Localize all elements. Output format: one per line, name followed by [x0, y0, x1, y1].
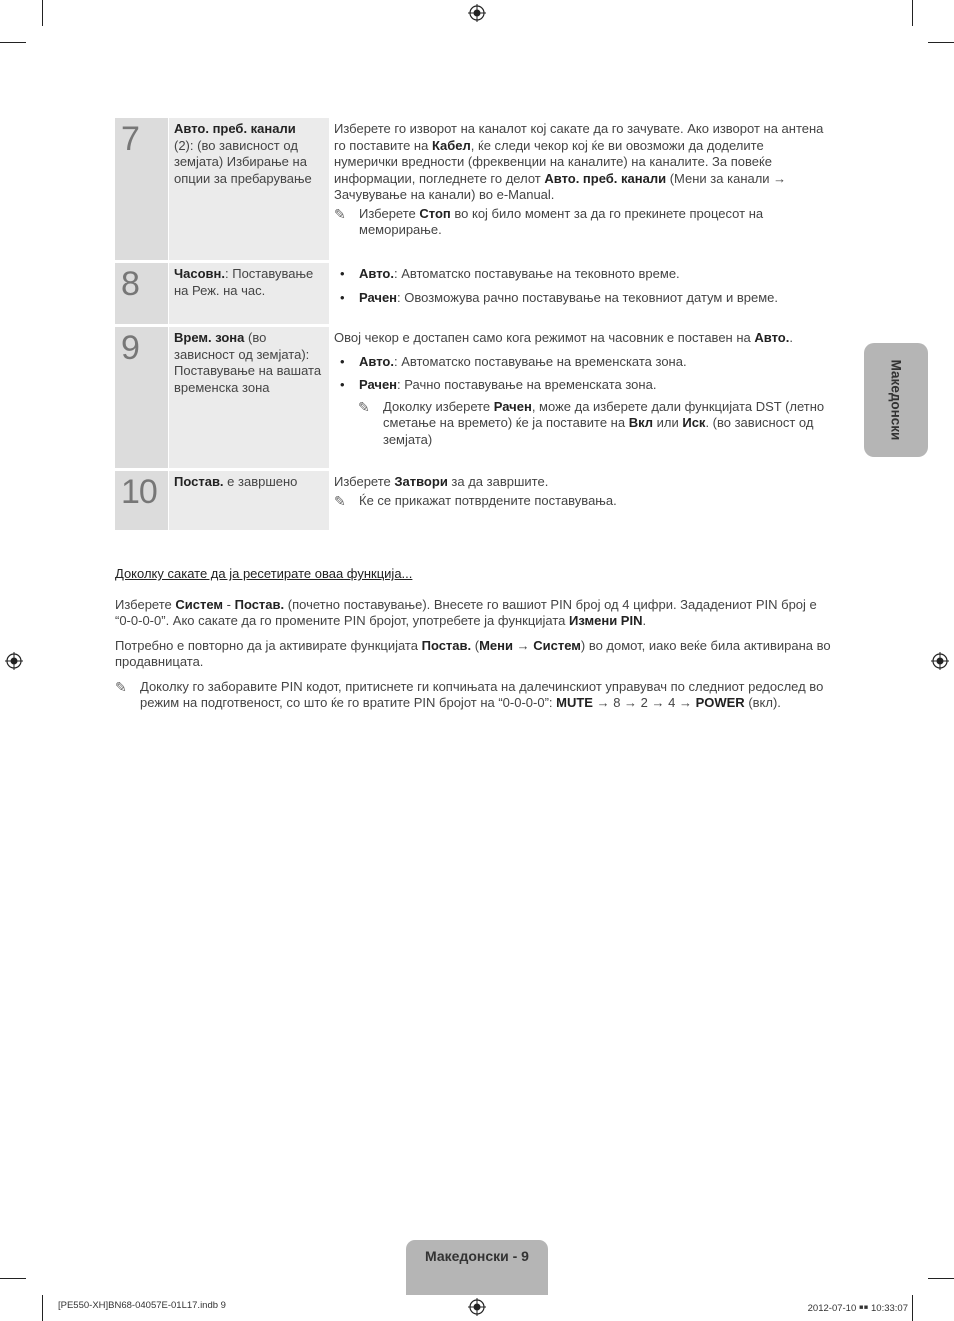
pencil-note-icon: ✎: [334, 205, 346, 222]
registration-mark-icon: [5, 652, 23, 670]
step-name: Авто. преб. канали (2): (во зависност од земјата) Избирање на опции за пребарување: [169, 118, 329, 260]
step-7: [115, 118, 825, 260]
list-item: • Авто.: Автоматско поставување на временската зона.: [334, 354, 825, 371]
step-name: Врем. зона (во зависност од земјата): Поставување на вашата временска зона: [169, 327, 329, 468]
pencil-note-icon: ✎: [115, 678, 127, 695]
step-name: Постав. е завршено: [169, 471, 329, 530]
list-item: • Рачен: Овозможува рачно поставување на тековниот датум и време.: [334, 290, 825, 307]
note: ✎ Изберете Стоп во кој било момент за да го прекинете процесот на меморирање.: [334, 205, 764, 237]
reset-section: [115, 566, 835, 712]
registration-mark-icon: [468, 1298, 486, 1316]
crop-mark: [0, 42, 26, 43]
footer-file-info: [PE550-XH]BN68-04057E-01L17.indb 9: [58, 1300, 226, 1311]
note: ✎ Доколку го заборавите PIN кодот, притиснете ги копчињата на далечинскиот управувач по следниот редослед во режим на подготвеност, со што ќе го вратите PIN бројот на “0-0-0-0”: MUTE → 8 → 2 → 4 → POWER (вкл).: [115, 678, 824, 710]
crop-mark: [0, 1278, 26, 1279]
step-name: Часовн.: Поставување на Реж. на час.: [169, 263, 329, 324]
pencil-note-icon: ✎: [334, 492, 346, 509]
step-number: 8: [115, 263, 168, 324]
note: ✎ Ќе се прикажат потврдените поставувања.: [334, 492, 617, 509]
step-9: [115, 327, 825, 468]
step-10: [115, 471, 825, 530]
step-number: 9: [115, 327, 168, 468]
list-item: • Авто.: Автоматско поставување на тековното време.: [334, 266, 825, 283]
section-heading: Доколку сакате да ја ресетирате оваа функција...: [115, 566, 413, 581]
footer-datetime: 2012-07-10 ￭￭ 10:33:07: [807, 1303, 908, 1314]
step-number: 10: [115, 471, 168, 530]
language-side-tab: Македонски: [864, 343, 928, 457]
registration-mark-icon: [468, 4, 486, 22]
paragraph: Потребно е повторно да ја активирате функцијата Постав. (Мени → Систем) во домот, иако веќе била активирана во продавницата.: [115, 637, 831, 669]
crop-mark: [928, 1278, 954, 1279]
pencil-note-icon: ✎: [358, 398, 370, 415]
step-description: Овој чекор е достапен само кога режимот на часовник е поставен на Авто.. • Авто.: Автоматско поставување на временската зона. • Рачен: Рачно поставување на временската зона. ✎ Доколку изберете Рачен, може да изберете дали функцијата DST (летно сметање на времето) ќе ја поставите на Вкл или Иск. (во зависност од земјата): [329, 327, 825, 468]
step-number: 7: [115, 118, 168, 260]
step-description: [329, 263, 825, 324]
crop-mark: [42, 1295, 43, 1321]
crop-mark: [912, 1295, 913, 1321]
step-description: Изберете Затвори за да завршите. ✎ Ќе се прикажат потврдените поставувања.: [329, 471, 825, 530]
crop-mark: [928, 42, 954, 43]
paragraph: Изберете Систем - Постав. (почетно поставување). Внесете го вашиот PIN број од 4 цифри. Зададениот PIN број е “0-0-0-0”. Ако сакате да го промените PIN бројот, употребете ја функцијата Измени PIN.: [115, 596, 817, 628]
page-number-tab: Македонски - 9: [406, 1240, 548, 1295]
registration-mark-icon: [931, 652, 949, 670]
step-8: [115, 263, 825, 324]
crop-mark: [912, 0, 913, 26]
crop-mark: [42, 0, 43, 26]
note: ✎ Доколку изберете Рачен, може да изберете дали функцијата DST (летно сметање на времето) ќе ја поставите на Вкл или Иск. (во зависност од земјата): [358, 398, 825, 447]
step-description: Изберете го изворот на каналот кој сакате да го зачувате. Ако изворот на антена го поставите на Кабел, ќе следи чекор кој ќе ви овозможи да доделите нумерички вредности (фреквенции на каналите) на каналите. За повеќе информации, погледнете го делот Авто. преб. канали (Мени за канали → Зачувување на канали) во e-Manual. ✎ Изберете Стоп во кој било момент за да го прекинете процесот на меморирање.: [334, 121, 824, 237]
list-item: • Рачен: Рачно поставување на временската зона.: [334, 377, 825, 394]
